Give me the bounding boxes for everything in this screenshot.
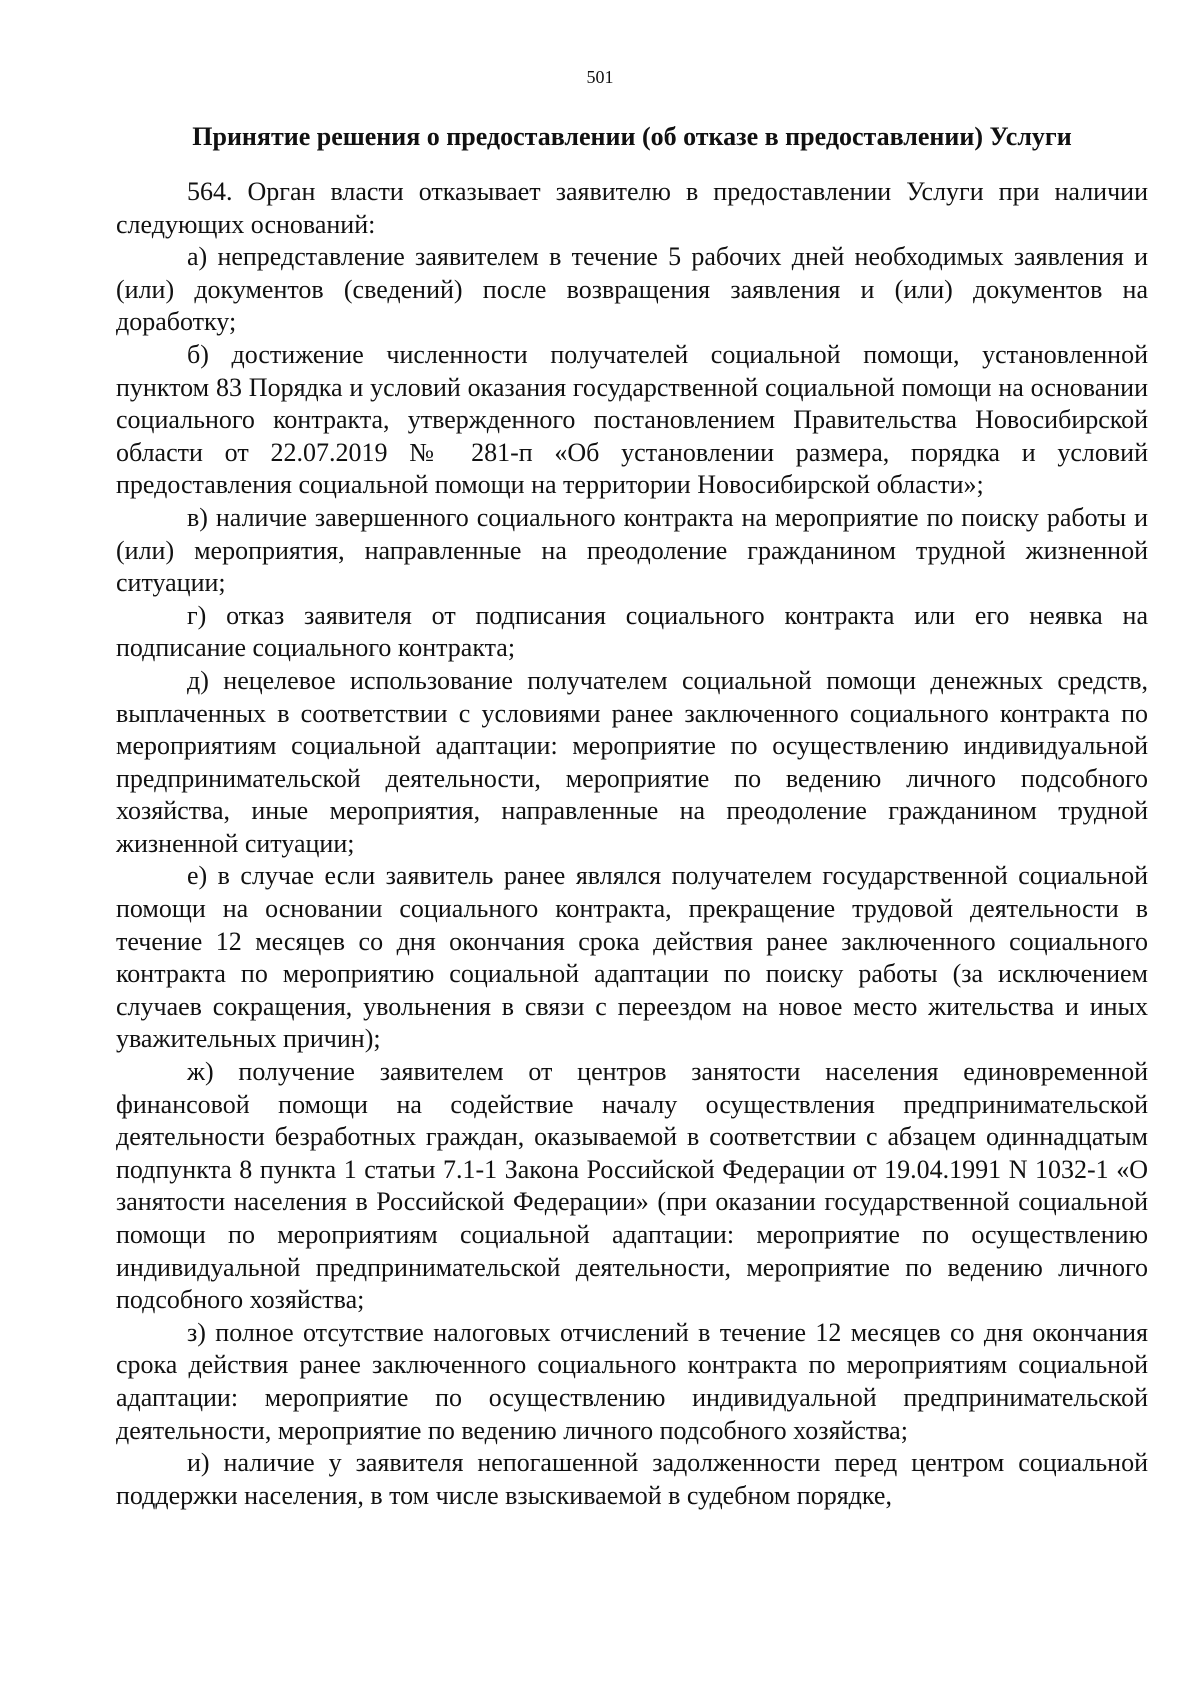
- paragraph-item-g: г) отказ заявителя от подписания социального контракта или его неявка на подписание социального контракта;: [116, 600, 1148, 663]
- paragraph-item-b: б) достижение численности получателей социальной помощи, установленной пунктом 83 Порядка и условий оказания государственной социальной помощи на основании социального контракта, утвержденного постановлением Правительства Новосибирской области от 22.07.2019 № 281-п «Об установлении размера, порядка и условий предоставления социальной помощи на территории Новосибирской области»;: [116, 339, 1148, 500]
- section-heading: Принятие решения о предоставлении (об отказе в предоставлении) Услуги: [192, 122, 1072, 151]
- paragraph-564: 564. Орган власти отказывает заявителю в предоставлении Услуги при наличии следующих оснований:: [116, 177, 1148, 239]
- page-number: 501: [586, 67, 614, 87]
- paragraph-item-d: д) нецелевое использование получателем социальной помощи денежных средств, выплаченных в соответствии с условиями ранее заключенного социального контракта по мероприятиям социальной адаптации: мероприятие по осуществлению индивидуальной предпринимательской деятельности, мероприятие по ведению личного подсобного хозяйства, иные мероприятия, направленные на преодоление гражданином трудной жизненной ситуации;: [116, 665, 1148, 858]
- paragraph-item-zh: ж) получение заявителем от центров занятости населения единовременной финансовой помощи на содействие началу осуществления предпринимательской деятельности безработных граждан, оказываемой в соответствии с абзацем одиннадцатым подпункта 8 пункта 1 статьи 7.1-1 Закона Российской Федерации от 19.04.1991 N 1032-1 «О занятости населения в Российской Федерации» (при оказании государственной социальной помощи по мероприятиям социальной адаптации: мероприятие по осуществлению индивидуальной предпринимательской деятельности, мероприятие по ведению личного подсобного хозяйства;: [116, 1057, 1148, 1315]
- paragraph-item-v: в) наличие завершенного социального контракта на мероприятие по поиску работы и (или) мероприятия, направленные на преодоление гражданином трудной жизненной ситуации;: [116, 502, 1148, 598]
- paragraph-item-z: з) полное отсутствие налоговых отчислений в течение 12 месяцев со дня окончания срока действия ранее заключенного социального контракта по мероприятиям социальной адаптации: мероприятие по осуществлению индивидуальной предпринимательской деятельности, мероприятие по ведению личного подсобного хозяйства;: [116, 1317, 1148, 1445]
- paragraph-item-i: и) наличие у заявителя непогашенной задолженности перед центром социальной поддержки населения, в том числе взыскиваемой в судебном порядке,: [116, 1448, 1148, 1510]
- body-text: [116, 176, 1148, 1512]
- paragraph-item-e: е) в случае если заявитель ранее являлся получателем государственной социальной помощи на основании социального контракта, прекращение трудовой деятельности в течение 12 месяцев со дня окончания срока действия ранее заключенного социального контракта по мероприятию социальной адаптации по поиску работы (за исключением случаев сокращения, увольнения в связи с переездом на новое место жительства и иных уважительных причин);: [116, 861, 1148, 1054]
- paragraph-item-a: а) непредставление заявителем в течение 5 рабочих дней необходимых заявления и (или) документов (сведений) после возвращения заявления и (или) документов на доработку;: [116, 242, 1148, 337]
